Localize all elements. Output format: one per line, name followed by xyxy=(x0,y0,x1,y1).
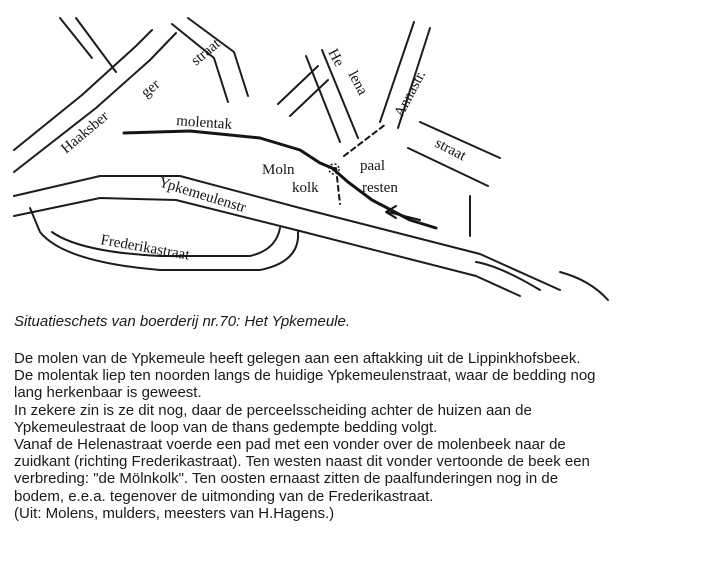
paalresten-dashed xyxy=(344,124,386,156)
label-haaksberger-2: ger xyxy=(138,76,164,102)
molentak-line xyxy=(124,131,332,168)
label-kolk: kolk xyxy=(292,180,319,196)
ypkemeulenstraat-edge-north xyxy=(14,176,560,290)
description-line: Ypkemeulestraat de loop van de thans gedempte bedding volgt. xyxy=(14,418,438,436)
label-paal: paal xyxy=(360,158,385,174)
label-frederikastraat: Frederikastraat xyxy=(99,232,191,264)
label-annastr: Annastr. xyxy=(391,67,430,120)
description-line: Vanaf de Helenastraat voerde een pad met een vonder over de molenbeek naar de xyxy=(14,436,566,454)
description-line: verbreding: "de Mölnkolk". Ten oosten ernaast zitten de paalfunderingen nog in de xyxy=(14,470,559,488)
description-line: zuidkant (richting Frederikastraat). Ten westen naast dit vonder vertoonde de beek een xyxy=(14,453,590,471)
upper-right-curve xyxy=(560,272,608,300)
frederikastraat-outline xyxy=(30,208,298,270)
helenastraat-edge-west xyxy=(306,56,340,142)
label-straat-east: straat xyxy=(432,135,469,165)
street-lines xyxy=(14,18,608,300)
label-haaksberger-1: Haaksber xyxy=(58,108,112,158)
label-resten: resten xyxy=(362,180,398,196)
brook-line xyxy=(332,168,436,228)
side-street-a-edge-1 xyxy=(60,18,92,58)
label-molentak: molentak xyxy=(175,113,233,133)
haaksbergerstraat-edge-south xyxy=(14,33,176,172)
description-line: De molen van de Ypkemeule heeft gelegen aan een aftakking uit de Lippinkhofsbeek. xyxy=(14,350,581,367)
description-line: De molentak liep ten noorden langs de huidige Ypkemeulenstraat, waar de bedding nog xyxy=(14,367,596,385)
description-line: lang herkenbaar is geweest. xyxy=(14,384,202,402)
label-ypkemeulenstr: Ypkemeulenstr xyxy=(156,174,248,217)
description-text xyxy=(14,350,720,522)
description-line: bodem, e.e.a. tegenover de uitmonding van de Frederikastraat. xyxy=(14,487,434,505)
description-line: (Uit: Molens, mulders, meesters van H.Hagens.) xyxy=(14,504,335,522)
label-helena-2: lena xyxy=(344,68,371,98)
label-helena-1: He xyxy=(324,46,347,70)
label-haaksberger-3: straat xyxy=(188,35,224,70)
kolk-center xyxy=(332,167,336,171)
description-line: In zekere zin is ze dit nog, daar de perceelsscheiding achter de huizen aan de xyxy=(14,401,532,419)
map-caption: Situatieschets van boerderij nr.70: Het Ypkemeule. xyxy=(14,313,351,330)
label-moln: Moln xyxy=(262,162,295,178)
